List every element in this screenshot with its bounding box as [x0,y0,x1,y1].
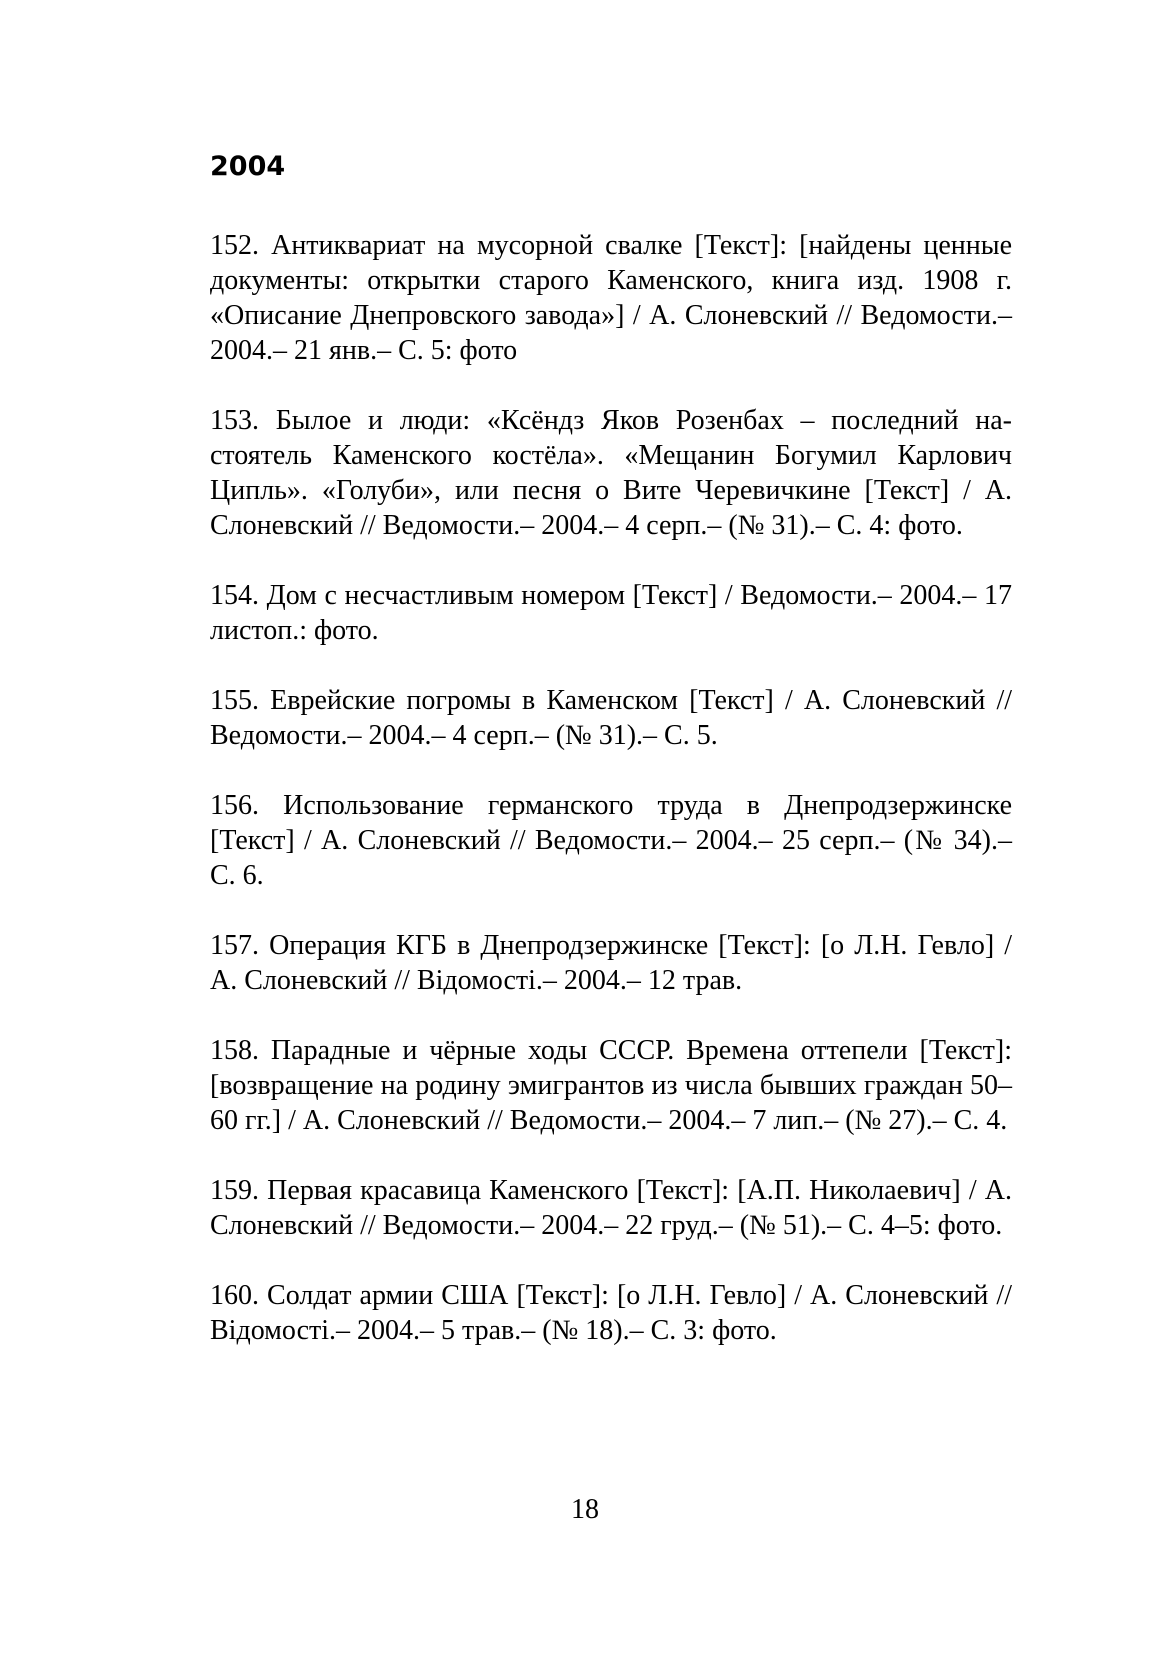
section-year-heading: 2004 [210,151,286,182]
bibliography-entry: 160. Солдат армии США [Текст]: [о Л.Н. Гевло] / А. Слоневский // Відомості.– 2004.– 5 трав.– (№ 18).– С. 3: фото. [210,1280,1012,1346]
document-page [210,150,1012,1383]
bibliography-entry: 152. Антиквариат на мусорной свалке [Текст]: [найдены ценные документы: открытки старого Каменского, книга изд. 1908 г. «Описание Днепровского завода»] / А. Слоневский // Ведомости.– 2004.– 21 янв.– С. 5: фото [210,230,1012,366]
page-number: 18 [571,1494,599,1525]
bibliography-entry: 153. Былое и люди: «Ксёндз Яков Розенбах – последний настоятель Каменского костёла». «Мещанин Богумил Карлович Ципль». «Голуби», или песня о Вите Черевичкине [Текст] / А. Слоневский // Ведомости.– 2004.– 4 серп.– (№ 31).– С. 4: фото. [210,405,1012,541]
bibliography-entry: 156. Использование германского труда в Днепродзержинске [Текст] / А. Слоневский // Ведомости.– 2004.– 25 серп.– (№ 34).– С. 6. [210,790,1012,891]
bibliography-entry: 159. Первая красавица Каменского [Текст]: [А.П. Николаевич] / А. Слоневский // Ведомости.– 2004.– 22 груд.– (№ 51).– С. 4–5: фото. [210,1175,1012,1241]
bibliography-entry: 154. Дом с несчастливым номером [Текст] / Ведомости.– 2004.– 17 листоп.: фото. [210,580,1012,646]
bibliography-entry: 155. Еврейские погромы в Каменском [Текст] / А. Слоневский // Ведомости.– 2004.– 4 серп.– (№ 31).– С. 5. [210,685,1012,751]
bibliography-entry: 158. Парадные и чёрные ходы СССР. Времена оттепели [Текст]: [возвращение на родину эмигрантов из числа бывших граждан 50–60 гг.] / А. Слоневский // Ведомости.– 2004.– 7 лип.– (№ 27).– С. 4. [210,1035,1012,1136]
bibliography-entry: 157. Операция КГБ в Днепродзержинске [Текст]: [о Л.Н. Гевло] / А. Слоневский // Відомості.– 2004.– 12 трав. [210,930,1012,996]
